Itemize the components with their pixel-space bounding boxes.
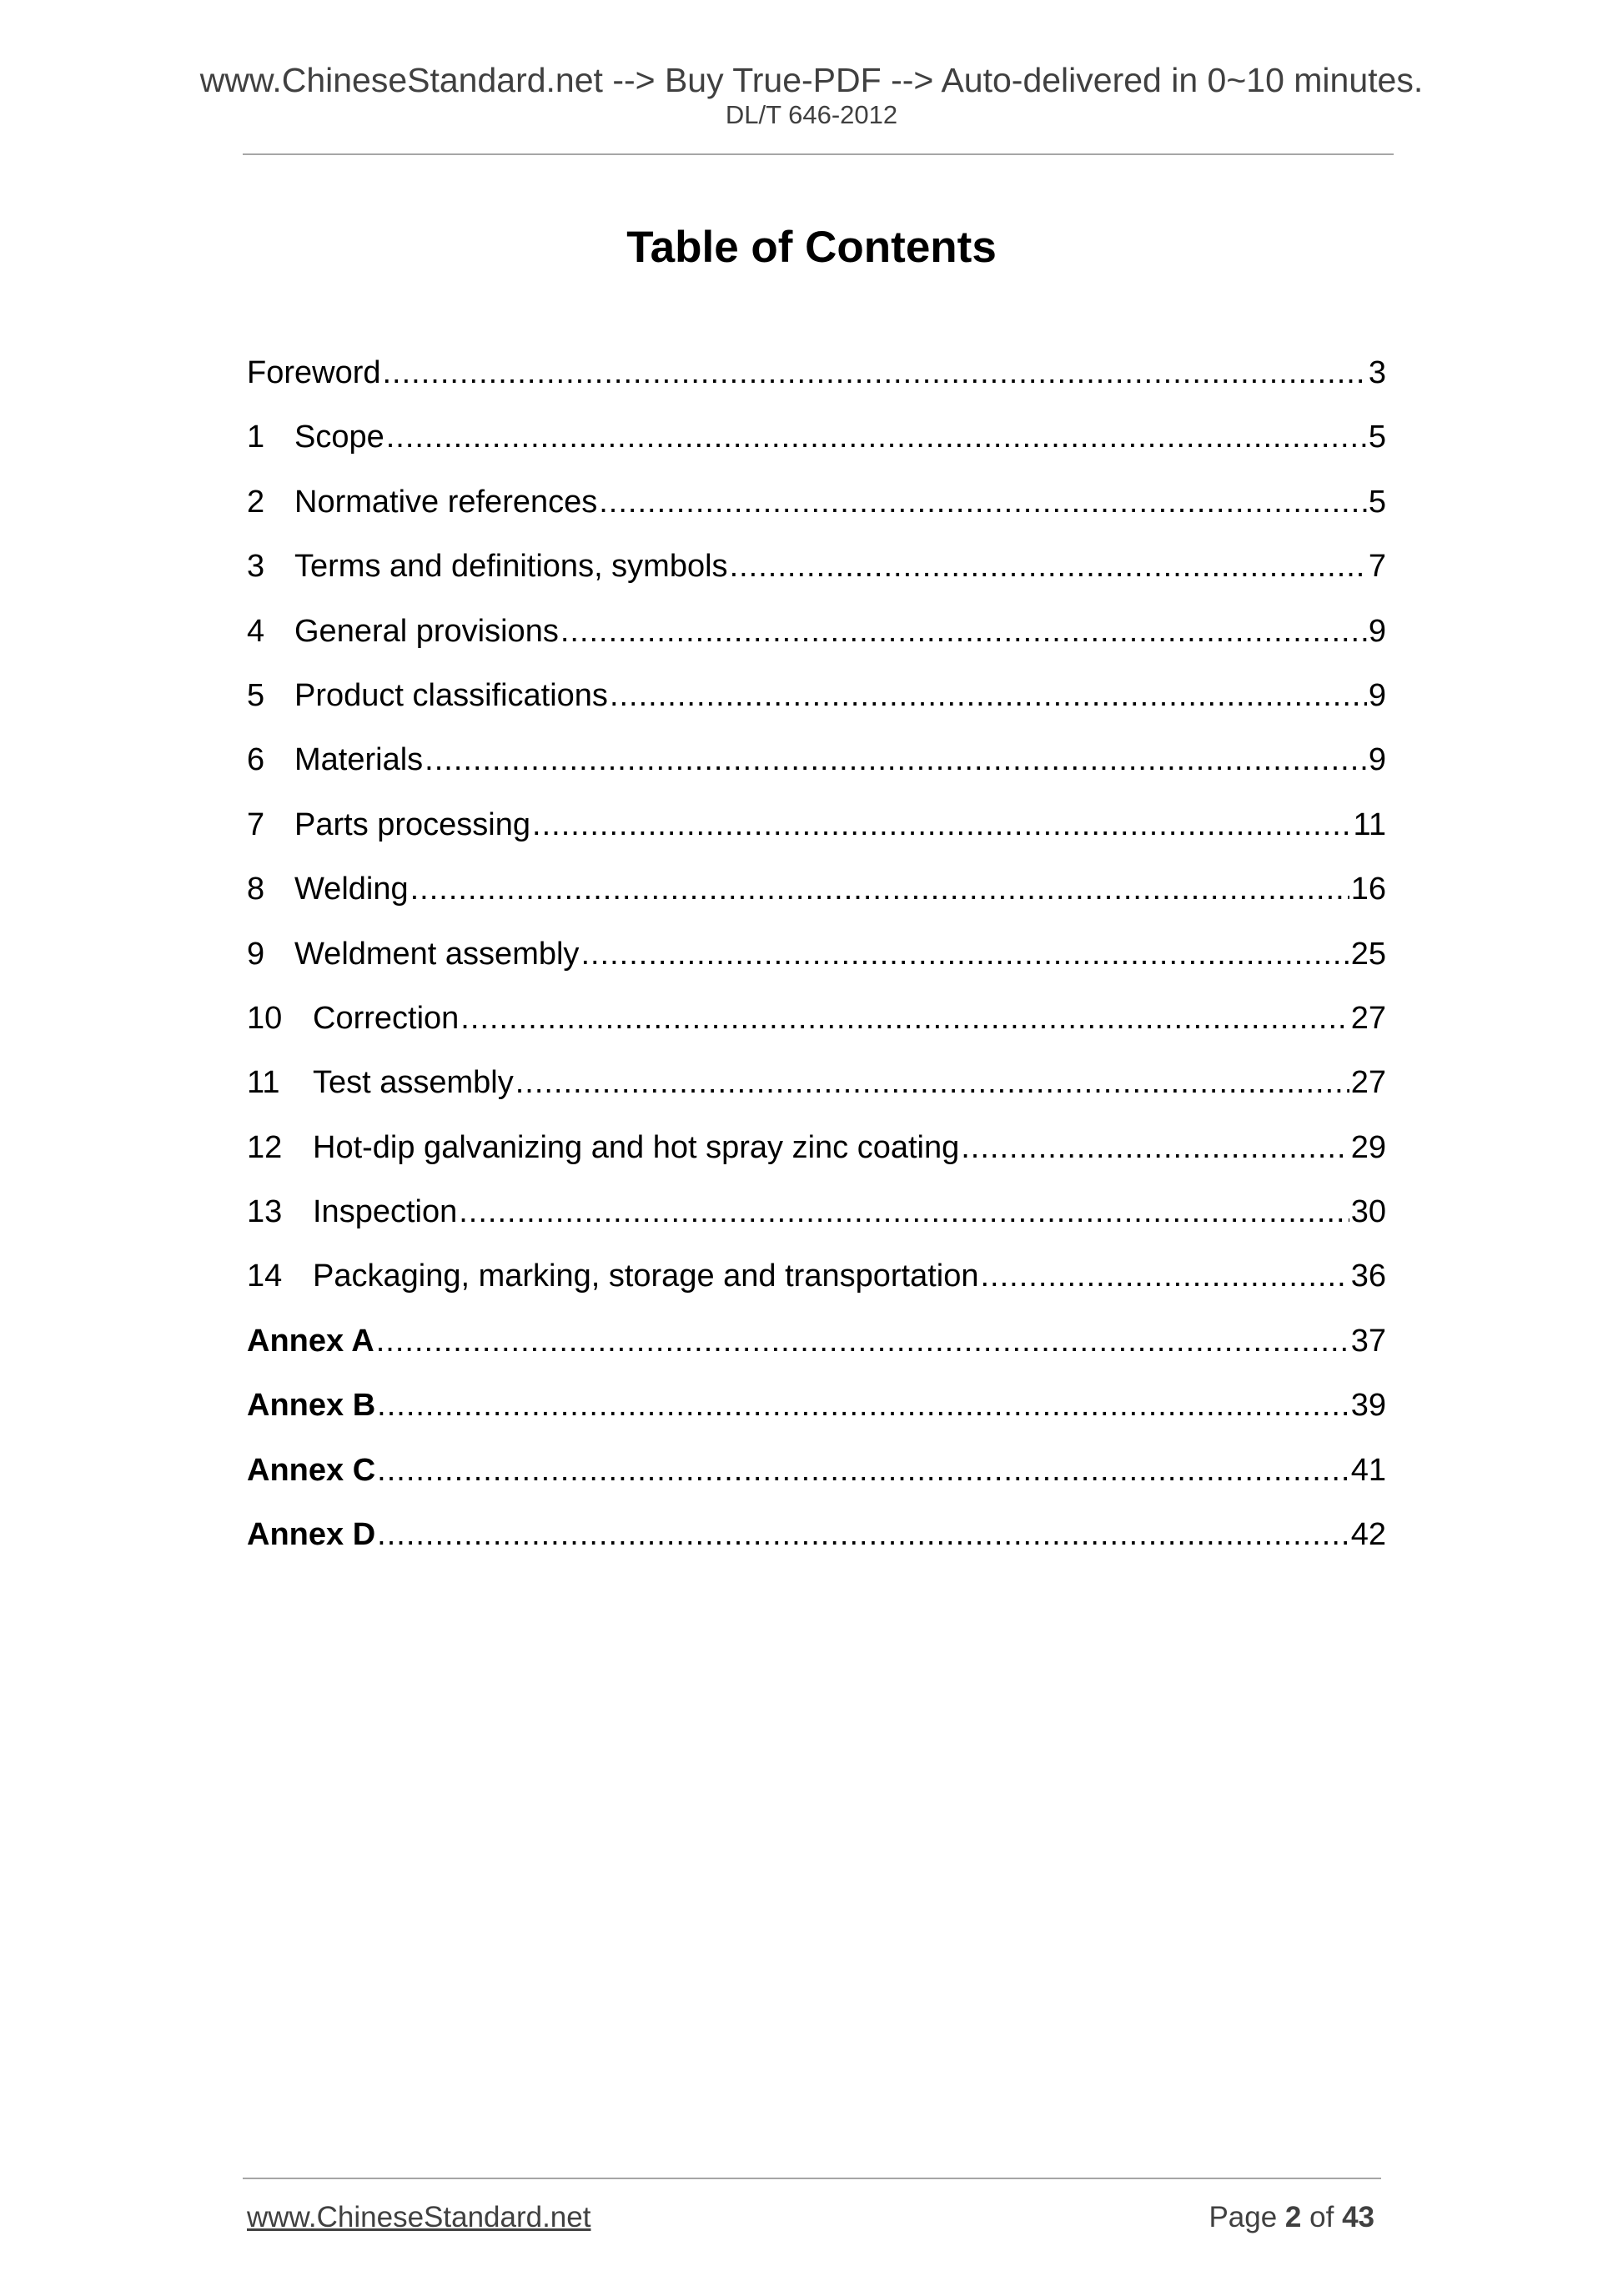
toc-entry-text: Packaging, marking, storage and transportation bbox=[313, 1259, 979, 1294]
toc-entry-text: General provisions bbox=[294, 613, 559, 649]
toc-entry-number: 6 bbox=[247, 742, 265, 778]
dot-leader bbox=[515, 1067, 1349, 1098]
toc-entry-number: 8 bbox=[247, 872, 265, 907]
toc-entry-text: Annex B bbox=[247, 1388, 376, 1424]
toc-entry-page: 9 bbox=[1368, 742, 1386, 778]
toc-entry-page: 25 bbox=[1350, 936, 1386, 972]
dot-leader bbox=[383, 357, 1367, 389]
toc-entry-materials[interactable] bbox=[247, 744, 1386, 808]
toc-entry-inspection[interactable] bbox=[247, 1196, 1386, 1260]
toc-entry-number: 9 bbox=[247, 936, 265, 972]
site-banner: www.ChineseStandard.net --> Buy True-PDF --> Auto-delivered in 0~10 minutes. bbox=[199, 61, 1424, 99]
total-pages: 43 bbox=[1342, 2201, 1374, 2233]
footer-website-link[interactable]: www.ChineseStandard.net bbox=[247, 2201, 591, 2233]
current-page-number: 2 bbox=[1284, 2201, 1302, 2233]
toc-title: Table of Contents bbox=[626, 223, 997, 272]
toc-entry-number: 13 bbox=[247, 1194, 283, 1230]
toc-entry-number: 14 bbox=[247, 1259, 283, 1294]
toc-entry-page: 37 bbox=[1350, 1323, 1386, 1359]
toc-entry-text: Scope bbox=[294, 420, 384, 455]
toc-entry-page: 11 bbox=[1353, 806, 1386, 842]
dot-leader bbox=[961, 1132, 1349, 1163]
toc-entry-page: 7 bbox=[1368, 549, 1386, 585]
toc-entry-page: 30 bbox=[1350, 1194, 1386, 1230]
toc-entry-terms-definitions[interactable] bbox=[247, 550, 1386, 615]
dot-leader bbox=[460, 1002, 1349, 1034]
dot-leader bbox=[425, 744, 1367, 776]
toc-entry-page: 39 bbox=[1350, 1388, 1386, 1424]
dot-leader bbox=[377, 1519, 1349, 1550]
toc-entry-hot-dip-galvanizing[interactable] bbox=[247, 1129, 1386, 1196]
toc-entry-annex-b[interactable] bbox=[247, 1389, 1386, 1454]
toc-entry-annex-c[interactable] bbox=[247, 1454, 1386, 1519]
toc-entry-text: Annex A bbox=[247, 1323, 374, 1359]
toc-entry-number: 4 bbox=[247, 613, 265, 649]
toc-entry-page: 42 bbox=[1350, 1517, 1386, 1553]
dot-leader bbox=[410, 873, 1349, 905]
toc-list bbox=[247, 357, 1386, 1583]
toc-entry-text: Foreword bbox=[247, 355, 381, 390]
toc-entry-page: 9 bbox=[1368, 677, 1386, 713]
toc-entry-page: 16 bbox=[1350, 872, 1386, 907]
toc-entry-parts-processing[interactable] bbox=[247, 806, 1386, 873]
toc-entry-page: 9 bbox=[1368, 613, 1386, 649]
toc-entry-text: Annex D bbox=[247, 1517, 376, 1553]
toc-entry-number: 7 bbox=[247, 806, 265, 842]
toc-entry-text: Parts processing bbox=[294, 806, 531, 842]
footer-divider bbox=[243, 2178, 1381, 2179]
dot-leader bbox=[532, 809, 1352, 841]
toc-entry-page: 27 bbox=[1350, 1000, 1386, 1036]
toc-entry-correction[interactable] bbox=[247, 1002, 1386, 1067]
toc-entry-foreword[interactable] bbox=[247, 357, 1386, 421]
toc-entry-scope[interactable] bbox=[247, 421, 1386, 485]
page-indicator bbox=[1208, 2203, 1374, 2232]
toc-entry-text: Inspection bbox=[313, 1194, 458, 1230]
toc-entry-page: 27 bbox=[1350, 1065, 1386, 1101]
toc-entry-page: 5 bbox=[1368, 420, 1386, 455]
toc-entry-annex-d[interactable] bbox=[247, 1519, 1386, 1583]
document-code: DL/T 646-2012 bbox=[725, 100, 898, 129]
toc-entry-welding[interactable] bbox=[247, 873, 1386, 937]
page-prefix: Page bbox=[1208, 2201, 1278, 2233]
toc-entry-page: 29 bbox=[1350, 1129, 1386, 1165]
header-divider bbox=[243, 153, 1394, 155]
toc-entry-number: 1 bbox=[247, 420, 265, 455]
toc-entry-annex-a[interactable] bbox=[247, 1325, 1386, 1389]
dot-leader bbox=[610, 680, 1367, 711]
dot-leader bbox=[980, 1260, 1349, 1292]
toc-entry-page: 41 bbox=[1350, 1452, 1386, 1488]
dot-leader bbox=[560, 615, 1367, 647]
dot-leader bbox=[730, 550, 1367, 582]
toc-entry-number: 3 bbox=[247, 549, 265, 585]
toc-entry-product-classifications[interactable] bbox=[247, 677, 1386, 744]
toc-entry-text: Weldment assembly bbox=[294, 936, 580, 972]
toc-entry-text: Terms and definitions, symbols bbox=[294, 549, 728, 585]
toc-entry-page: 5 bbox=[1368, 484, 1386, 520]
toc-entry-number: 10 bbox=[247, 1000, 283, 1036]
dot-leader bbox=[376, 1325, 1349, 1357]
dot-leader bbox=[377, 1389, 1349, 1421]
dot-leader bbox=[580, 938, 1349, 970]
toc-entry-text: Annex C bbox=[247, 1452, 376, 1488]
toc-entry-text: Normative references bbox=[294, 484, 598, 520]
toc-entry-number: 2 bbox=[247, 484, 265, 520]
toc-entry-packaging[interactable] bbox=[247, 1260, 1386, 1324]
toc-entry-test-assembly[interactable] bbox=[247, 1067, 1386, 1131]
toc-entry-text: Correction bbox=[313, 1000, 460, 1036]
toc-entry-normative-references[interactable] bbox=[247, 486, 1386, 550]
toc-entry-text: Product classifications bbox=[294, 677, 608, 713]
dot-leader bbox=[599, 486, 1367, 518]
toc-entry-weldment-assembly[interactable] bbox=[247, 938, 1386, 1002]
toc-entry-number: 12 bbox=[247, 1129, 283, 1165]
toc-entry-page: 36 bbox=[1350, 1259, 1386, 1294]
toc-entry-text: Welding bbox=[294, 872, 409, 907]
toc-entry-text: Test assembly bbox=[313, 1065, 514, 1101]
dot-leader bbox=[386, 421, 1367, 453]
dot-leader bbox=[459, 1196, 1349, 1228]
toc-entry-text: Materials bbox=[294, 742, 424, 778]
toc-entry-number: 11 bbox=[247, 1065, 280, 1101]
toc-entry-general-provisions[interactable] bbox=[247, 615, 1386, 680]
toc-entry-number: 5 bbox=[247, 677, 265, 713]
dot-leader bbox=[377, 1454, 1349, 1486]
toc-entry-text: Hot-dip galvanizing and hot spray zinc coating bbox=[313, 1129, 960, 1165]
page-of: of bbox=[1309, 2201, 1334, 2233]
toc-entry-page: 3 bbox=[1368, 355, 1386, 390]
